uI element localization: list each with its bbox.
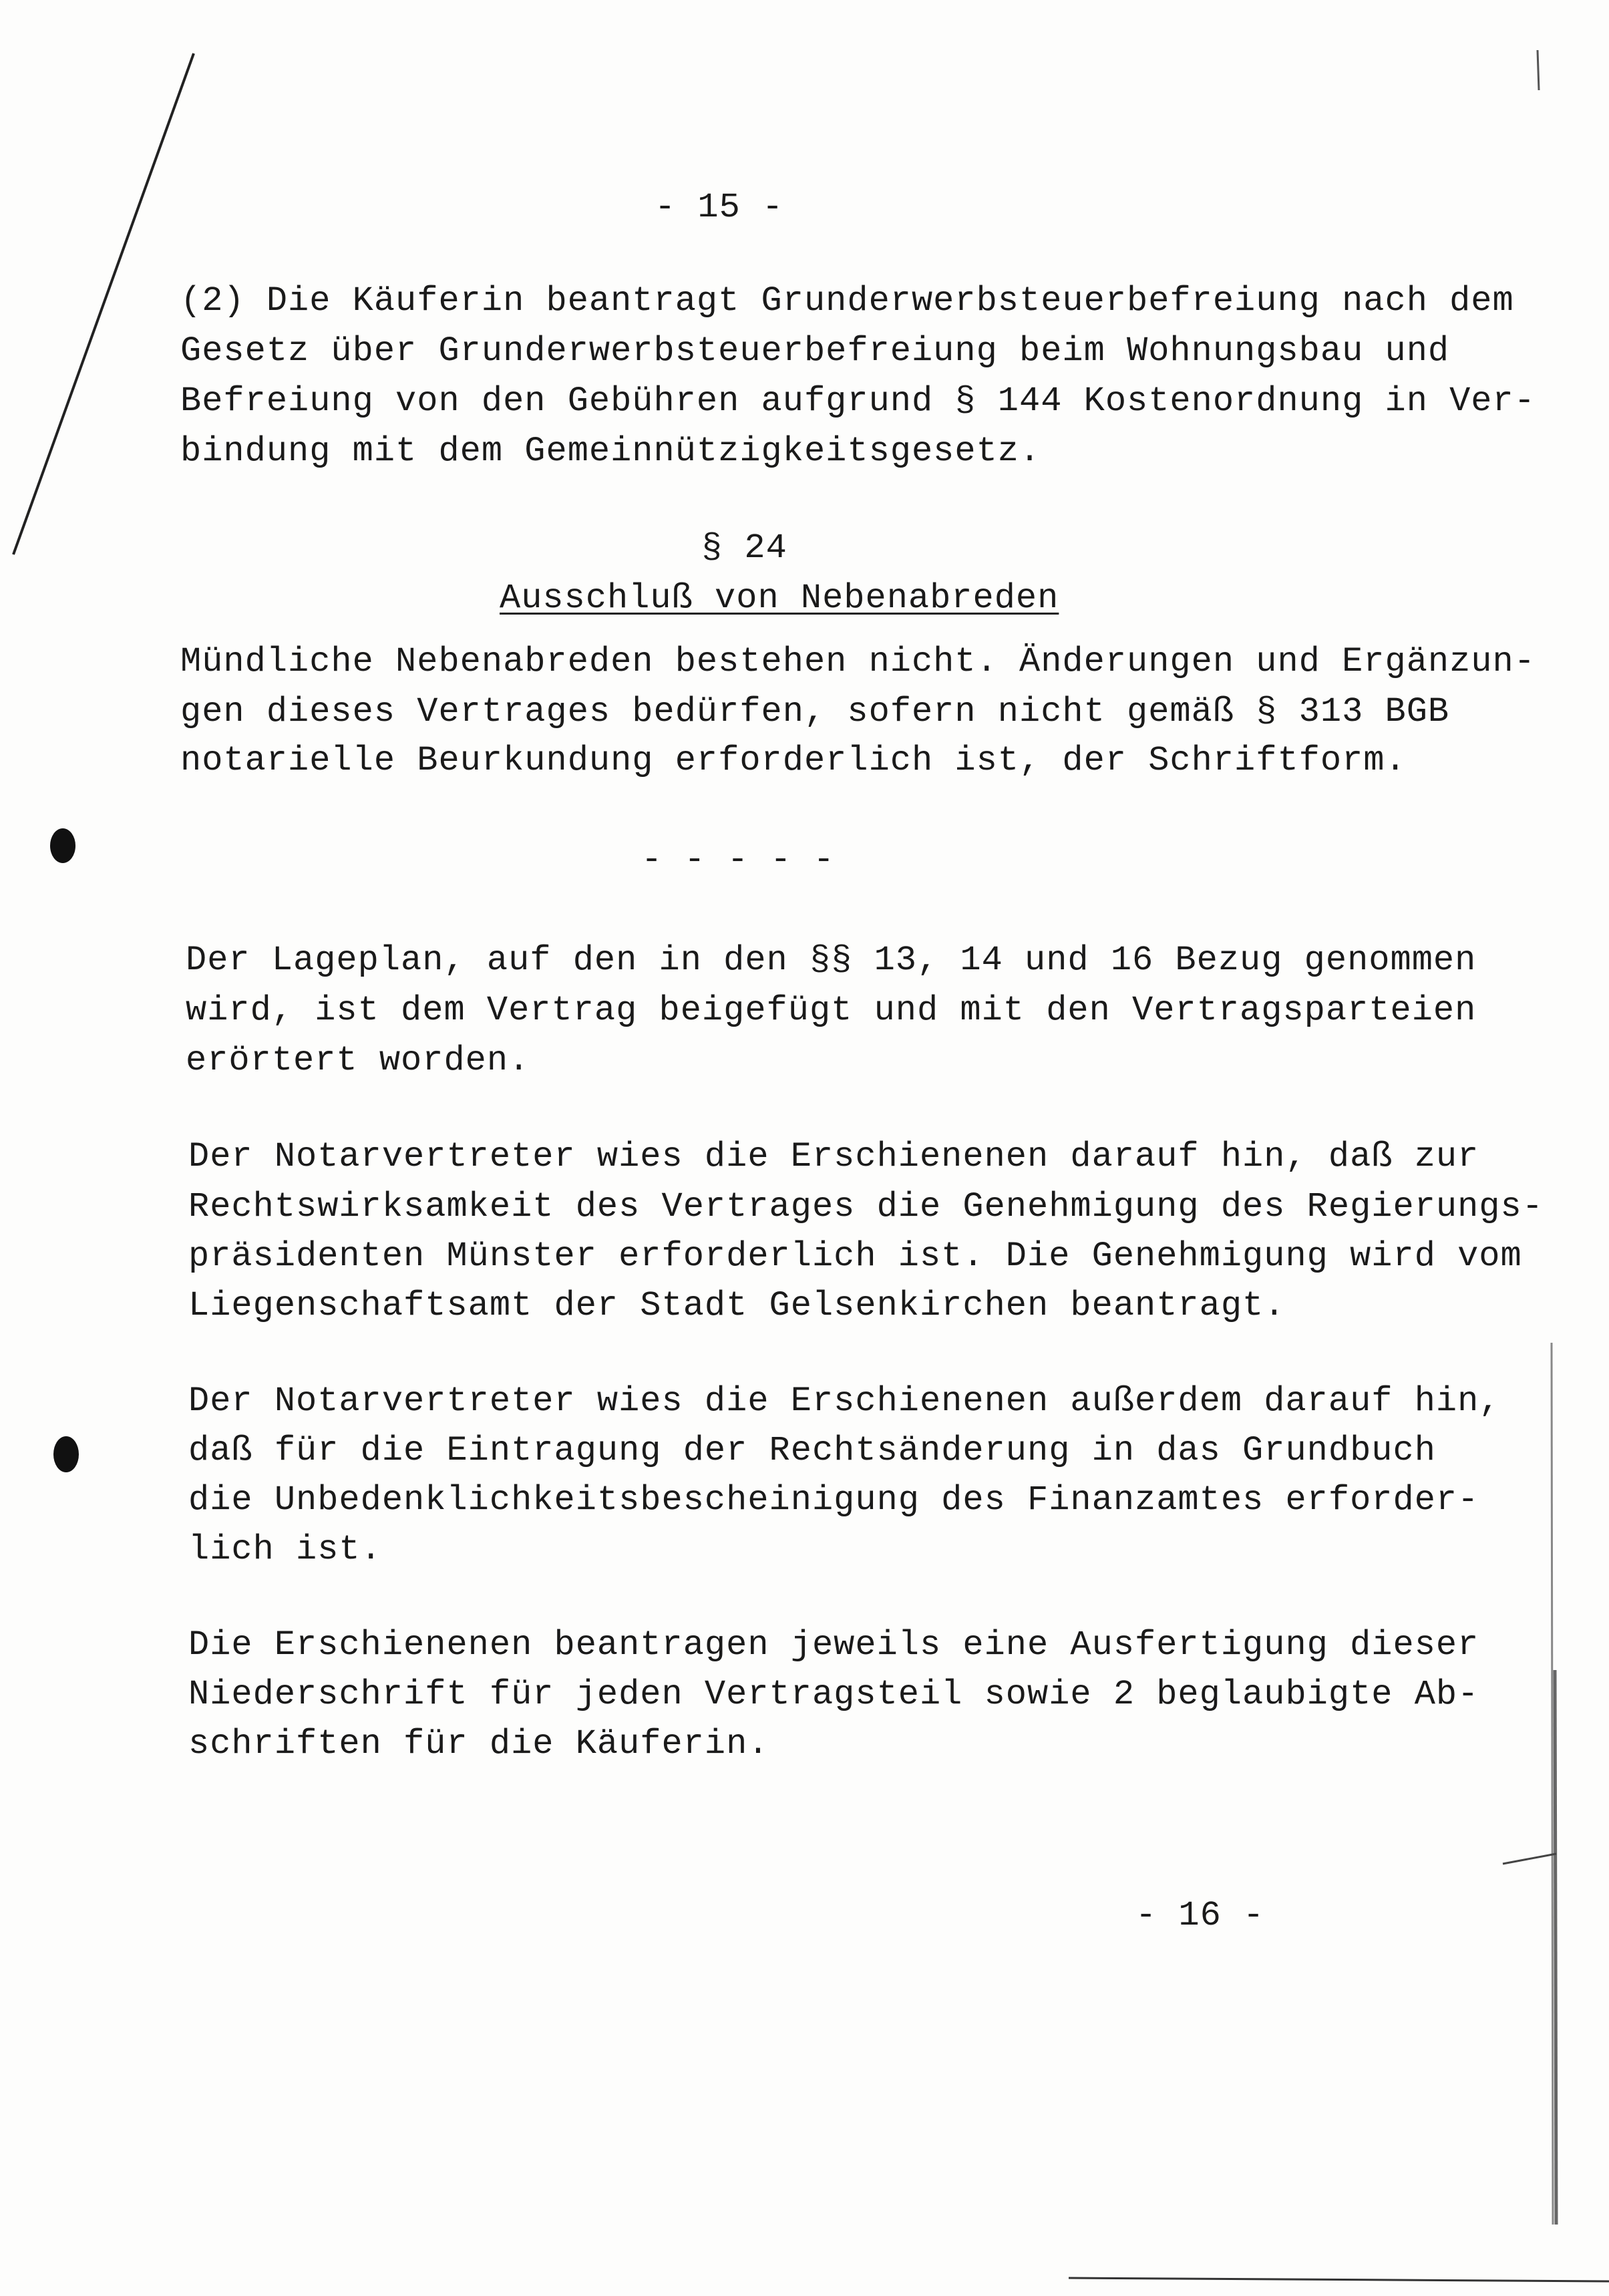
text-line: Liegenschaftsamt der Stadt Gelsenkirchen beantragt. — [188, 1286, 1286, 1325]
text-line: Niederschrift für jeden Vertragsteil sowie 2 beglaubigte Ab- — [188, 1675, 1479, 1714]
text-line: Der Notarvertreter wies die Erschienenen darauf hin, daß zur — [188, 1137, 1479, 1176]
text-line: Die Erschienenen beantragen jeweils eine Ausfertigung dieser — [188, 1625, 1479, 1665]
text-line: Mündliche Nebenabreden bestehen nicht. Änderungen und Ergänzun- — [180, 642, 1536, 681]
text-line: (2) Die Käuferin beantragt Grunderwerbsteuerbefreiung nach dem — [180, 281, 1514, 321]
text-line: daß für die Eintragung der Rechtsänderung in das Grundbuch — [188, 1431, 1436, 1470]
text-line: präsidenten Münster erforderlich ist. Die Genehmigung wird vom — [188, 1237, 1522, 1276]
text-line: gen dieses Vertrages bedürfen, sofern nicht gemäß § 313 BGB — [180, 692, 1450, 731]
separator: - - - - - — [641, 840, 835, 880]
text-line: wird, ist dem Vertrag beigefügt und mit den Vertragsparteien — [186, 991, 1477, 1030]
punch-hole-mark — [53, 1436, 79, 1472]
page-number-top: - 15 - — [655, 188, 784, 227]
section-title: Ausschluß von Nebenabreden — [500, 579, 1059, 618]
page-number-next: - 16 - — [1135, 1896, 1265, 1935]
text-line: erörtert worden. — [186, 1041, 530, 1080]
text-line: notarielle Beurkundung erforderlich ist, der Schriftform. — [180, 741, 1407, 780]
text-line: Der Notarvertreter wies die Erschienenen außerdem darauf hin, — [188, 1381, 1501, 1421]
text-line: Gesetz über Grunderwerbsteuerbefreiung beim Wohnungsbau und — [180, 331, 1450, 371]
text-line: Rechtswirksamkeit des Vertrages die Genehmigung des Regierungs- — [188, 1187, 1544, 1226]
text-line: Befreiung von den Gebühren aufgrund § 144 Kostenordnung in Ver- — [180, 381, 1536, 421]
punch-hole-mark — [50, 828, 75, 863]
text-line: bindung mit dem Gemeinnützigkeitsgesetz. — [180, 432, 1041, 471]
section-number: § 24 — [701, 528, 787, 568]
text-line: Der Lageplan, auf den in den §§ 13, 14 und 16 Bezug genommen — [186, 941, 1477, 980]
text-line: die Unbedenklichkeitsbescheinigung des Finanzamtes erforder- — [188, 1480, 1479, 1520]
text-line: lich ist. — [188, 1530, 382, 1569]
text-line: schriften für die Käuferin. — [188, 1724, 769, 1764]
